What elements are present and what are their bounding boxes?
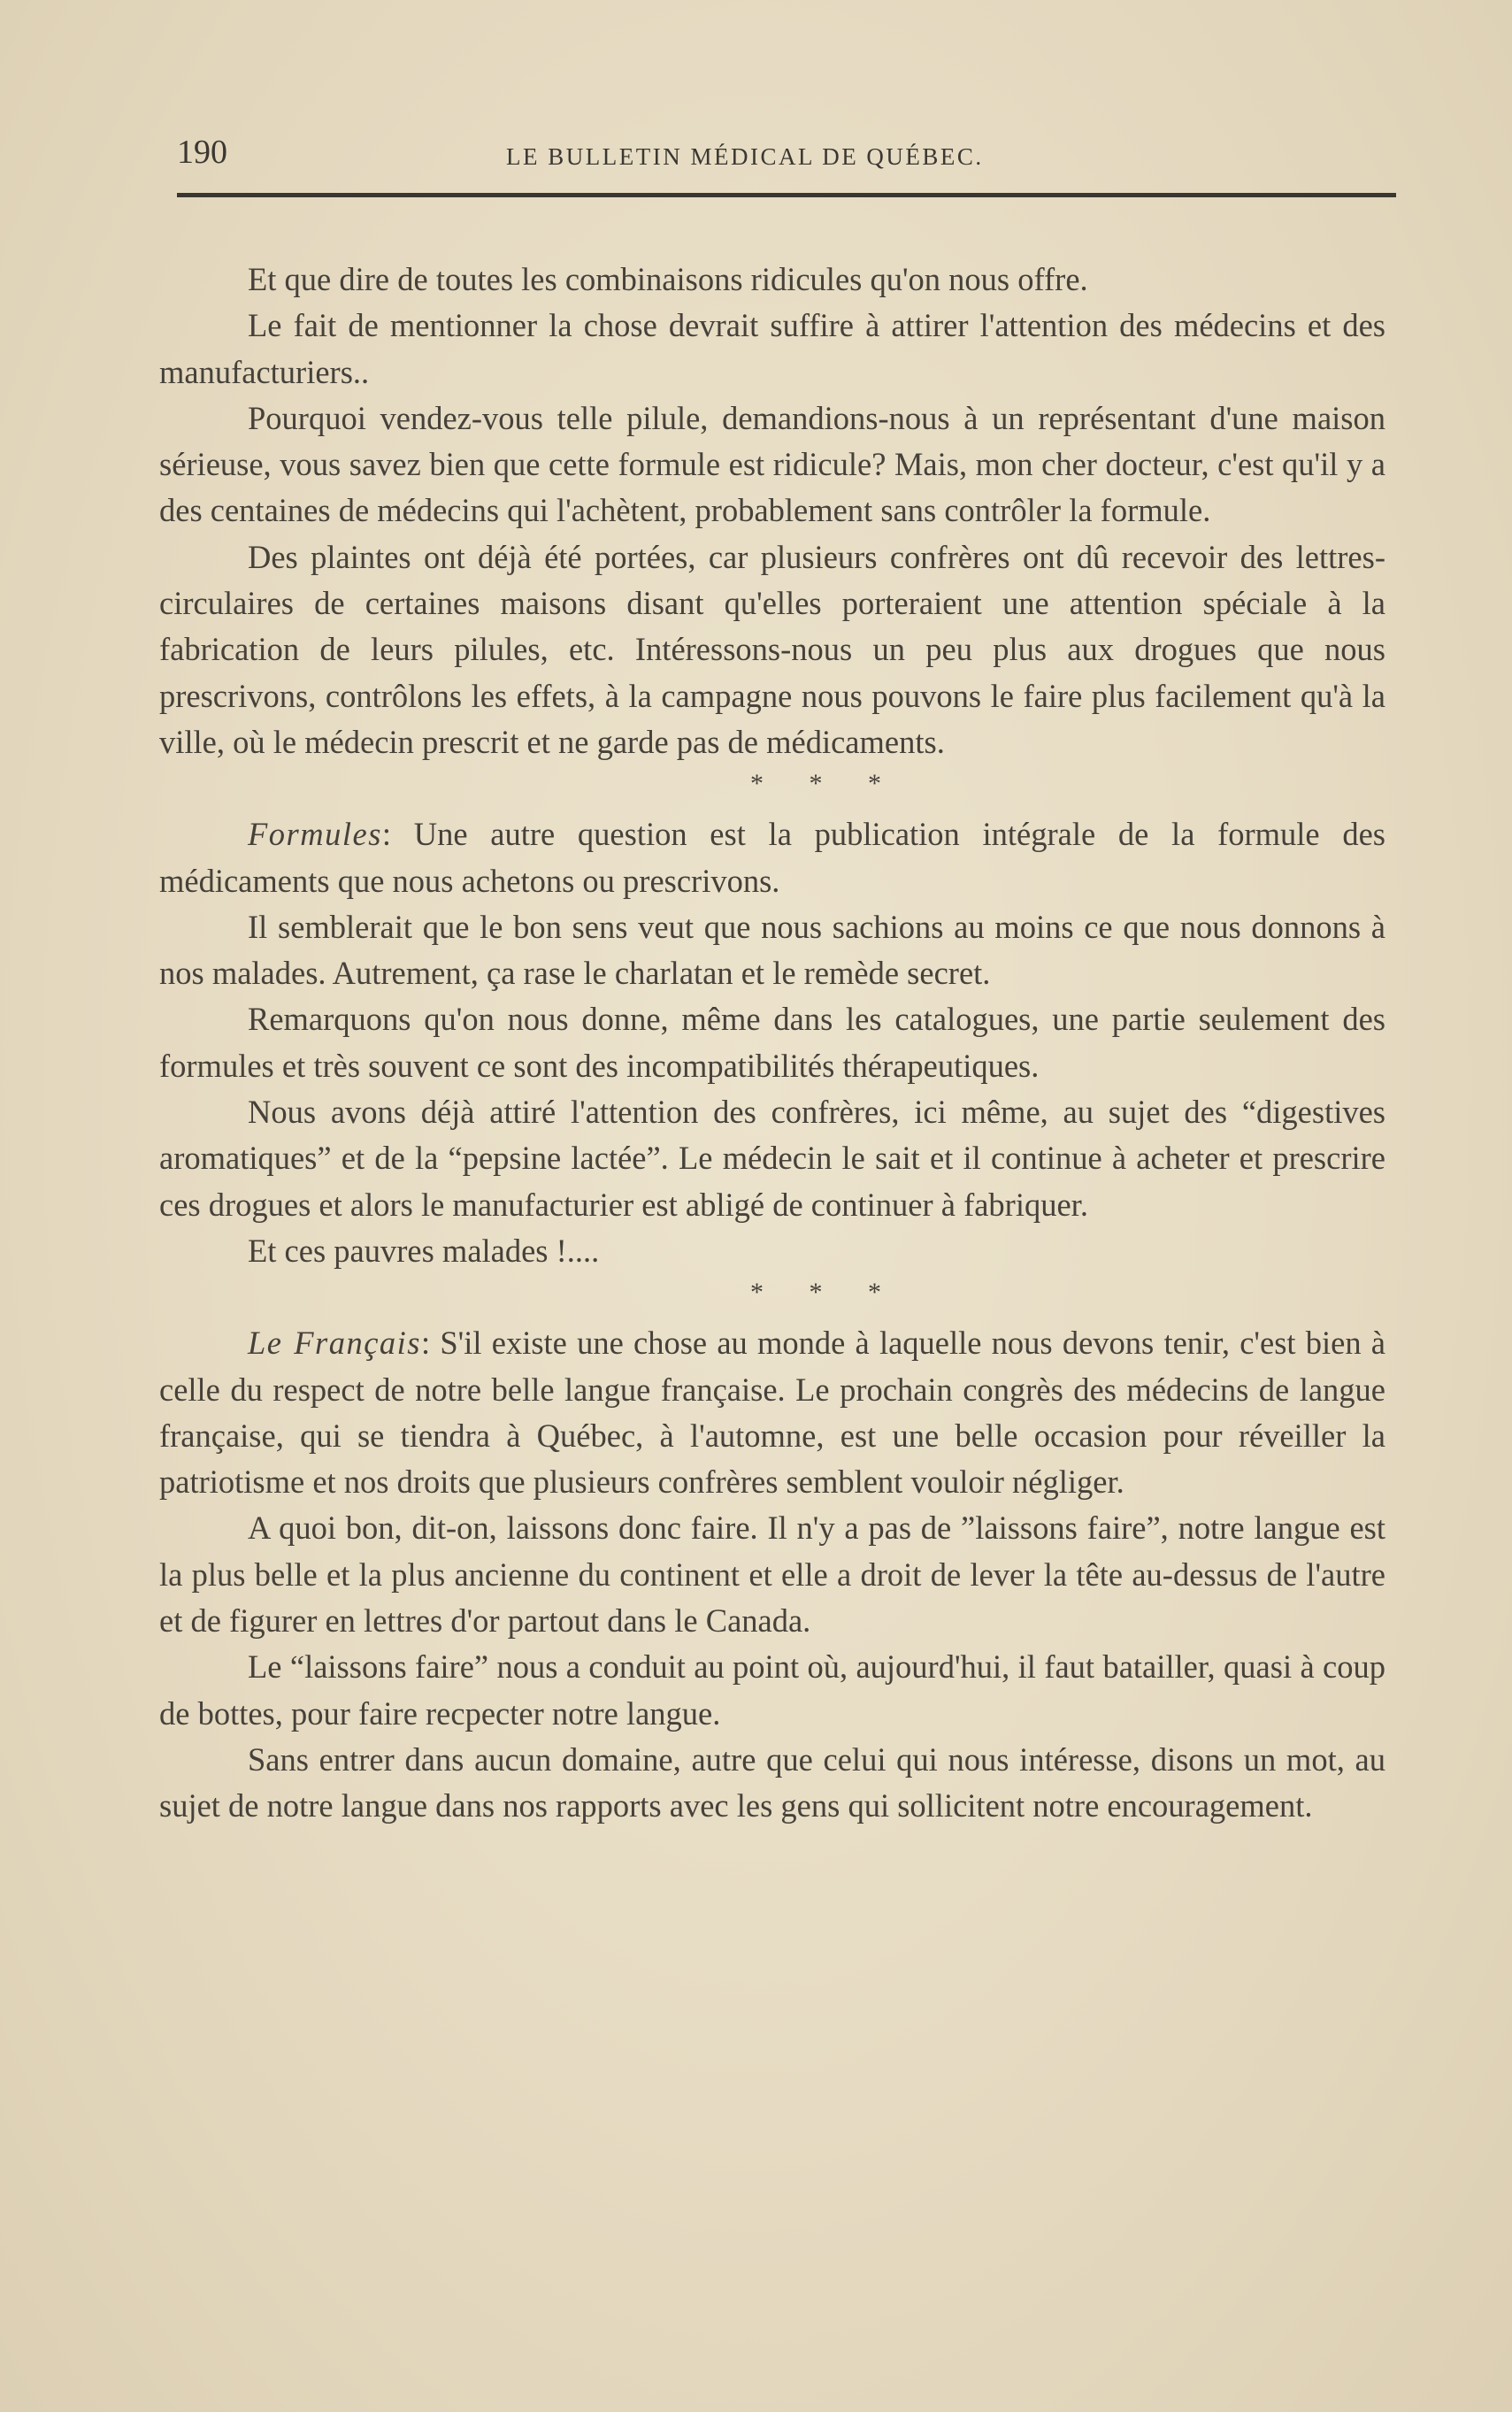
paragraph: Et que dire de toutes les combinaisons ridicules qu'on nous offre.: [248, 261, 1088, 297]
paragraph: Il semblerait que le bon sens veut que nous sachions au moins ce que nous donnons à nos malades. Autrement, ça rase le charlatan et le remède secret.: [159, 908, 1385, 992]
paragraph: [159, 1320, 1385, 1505]
paragraph: Nous avons déjà attiré l'attention des confrères, ici même, au sujet des “digestives aromatiques” et de la “pepsine lactée”. Le médecin le sait et il continue à acheter et prescrire ces drogues et alors le manufacturier est abligé de continuer à fabriquer.: [159, 1094, 1385, 1223]
section-separator: * * *: [750, 1278, 901, 1308]
paragraph: Pourquoi vendez-vous telle pilule, demandions-nous à un représentant d'une maison sérieuse, vous savez bien que cette formule est ridicule? Mais, mon cher docteur, c'est qu'il y a des centaines de médecins qui l'achètent, probablement sans contrôler la formule.: [159, 399, 1385, 529]
article-body: [159, 257, 1385, 1830]
paragraph: Le fait de mentionner la chose devrait suffire à attirer l'attention des médecins et des manufacturiers..: [159, 307, 1385, 390]
paragraph: Sans entrer dans aucun domaine, autre que celui qui nous intéresse, disons un mot, au sujet de notre langue dans nos rapports avec les gens qui sollicitent notre encouragement.: [159, 1740, 1385, 1824]
section-heading-le-francais: Le Français: [248, 1325, 422, 1362]
page-header: [177, 133, 1396, 186]
paragraph: Le “laissons faire” nous a conduit au point où, aujourd'hui, il faut batailler, quasi à coup de bottes, pour faire recpecter notre langue.: [159, 1648, 1385, 1732]
paragraph: [159, 811, 1385, 904]
section-heading-formules: Formules: [248, 816, 382, 853]
section-separator: * * *: [750, 769, 901, 799]
paragraph: Des plaintes ont déjà été portées, car plusieurs confrères ont dû recevoir des lettres-circulaires de certaines maisons disant qu'elles porteraient une attention spéciale à la fabrication de leurs pilules, etc. Intéressons-nous un peu plus aux drogues que nous prescrivons, contrôlons les effets, à la campagne nous pouvons le faire plus facilement qu'à la ville, où le médecin prescrit et ne garde pas de médicaments.: [159, 538, 1385, 760]
paragraph: A quoi bon, dit-on, laissons donc faire. Il n'y a pas de ”laissons faire”, notre langue est la plus belle et la plus ancienne du continent et elle a droit de lever la tête au-dessus de l'autre et de figurer en lettres d'or partout dans le Canada.: [159, 1509, 1385, 1640]
paragraph: Remarquons qu'on nous donne, même dans les catalogues, une partie seulement des formules et très souvent ce sont des incompatibilités thérapeutiques.: [159, 1001, 1385, 1084]
paragraph-text: : Une autre question est la publication intégrale de la formule des médicaments que nous achetons ou prescrivons.: [159, 816, 1385, 899]
paragraph: Et ces pauvres malades !....: [248, 1232, 600, 1269]
header-rule: [177, 193, 1396, 197]
page-number: 190: [177, 134, 227, 171]
running-title: LE BULLETIN MÉDICAL DE QUÉBEC.: [506, 143, 984, 170]
paragraph-text: : S'il existe une chose au monde à laquelle nous devons tenir, c'est bien à celle du respect de notre belle langue française. Le prochain congrès des médecins de langue française, qui se tiendra à Québec, à l'automne, est une belle occasion pour réveiller la patriotisme et nos droits que plusieurs confrères semblent vouloir négliger.: [159, 1325, 1386, 1501]
